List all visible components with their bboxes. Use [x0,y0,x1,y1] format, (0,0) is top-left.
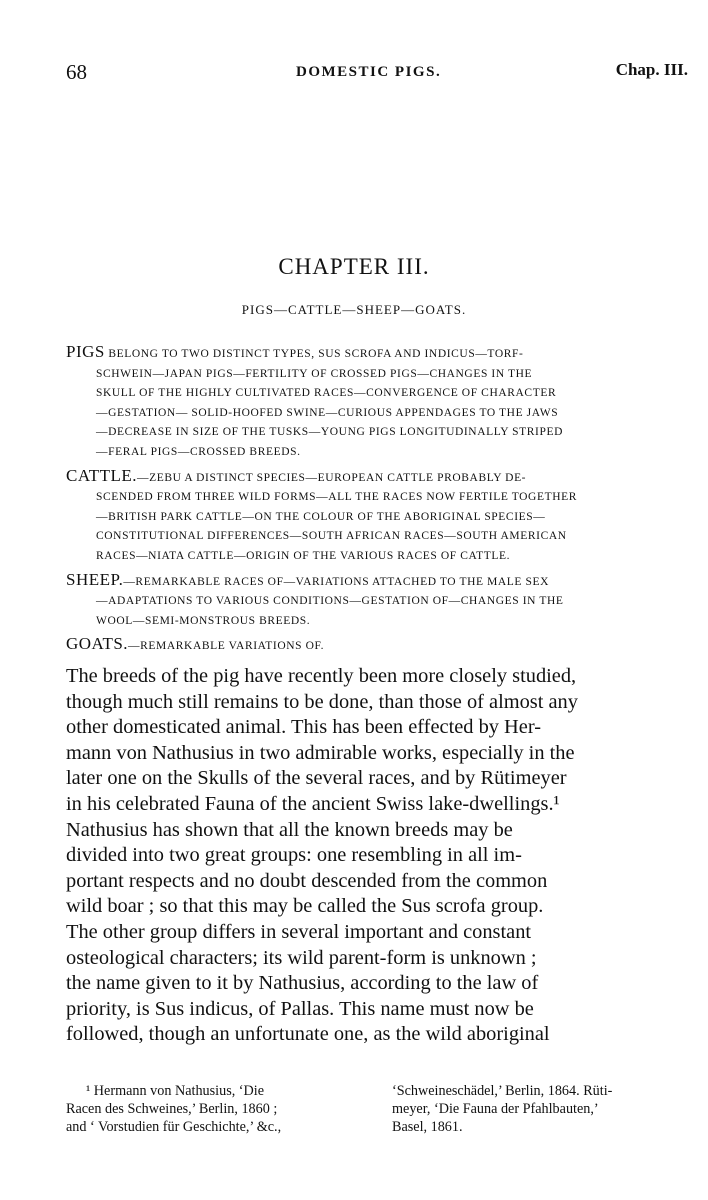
footnote-column-left [66,1082,371,1137]
body-line [66,664,692,690]
summary-line [66,466,688,489]
body-line: wild boar ; so that this may be called the Sus scrofa group. [66,895,544,918]
footnote-line: ¹ Hermann von Nathusius, ‘Die [86,1083,265,1099]
body-line: divided into two great groups: one resembling in all im- [66,844,522,867]
summary-line: —DECREASE IN SIZE OF THE TUSKS—YOUNG PIGS LONGITUDINALLY STRIPED [96,426,564,439]
body-line: other domesticated animal. This has been effected by Her- [66,716,542,739]
body-line: portant respects and no doubt descended from the common [66,869,548,892]
summary-lead: CATTLE. [66,465,138,485]
body-line: mann von Nathusius in two admirable works, especially in the [66,741,575,764]
summary-line: —BRITISH PARK CATTLE—ON THE COLOUR OF THE ABORIGINAL SPECIES— [96,510,546,523]
footnote-column-right [392,1082,692,1137]
body-paragraph [66,664,692,1048]
summary-line: —ADAPTATIONS TO VARIOUS CONDITIONS—GESTATION OF—CHANGES IN THE [96,595,564,608]
body-line: in his celebrated Fauna of the ancient Swiss lake-dwellings.¹ [66,792,560,815]
drop-word: The [66,665,98,687]
body-line: later one on the Skulls of the several races, and by Rütimeyer [66,767,567,790]
body-line: though much still remains to be done, than those of almost any [66,690,578,713]
running-head [0,58,708,88]
summary-block-cattle [66,466,688,567]
summary-block-pigs [66,342,688,463]
summary-line: SCHWEIN—JAPAN PIGS—FERTILITY OF CROSSED PIGS—CHANGES IN THE [96,367,533,380]
footnote-line: Racen des Schweines,’ Berlin, 1860 ; [66,1101,278,1118]
summary-lead: PIGS [66,342,105,361]
body-line-text: breeds of the pig have recently been more closely studied, [97,665,577,687]
summary-text: BELONG TO TWO DISTINCT TYPES, SUS SCROFA AND INDICUS—TORF- [104,348,524,360]
summary-line: RACES—NIATA CATTLE—ORIGIN OF THE VARIOUS RACES OF CATTLE. [96,549,511,562]
summary-line [66,634,688,657]
summary-line: —GESTATION— SOLID-HOOFED SWINE—CURIOUS APPENDAGES TO THE JAWS [96,406,559,419]
summary-block-goats [66,634,688,657]
summary-line: CONSTITUTIONAL DIFFERENCES—SOUTH AFRICAN RACES—SOUTH AMERICAN [96,530,567,543]
chapter-subtitle: PIGS—CATTLE—SHEEP—GOATS. [241,302,467,317]
page-number: 68 [66,60,87,84]
chapter-summary [66,342,688,660]
running-title: DOMESTIC PIGS. [296,64,442,80]
summary-lead: SHEEP. [66,569,124,589]
summary-line: —FERAL PIGS—CROSSED BREEDS. [96,445,301,458]
footnote-line: meyer, ‘Die Fauna der Pfahlbauten,’ [392,1101,599,1118]
summary-block-sheep [66,570,688,632]
body-line: osteological characters; its wild parent-form is unknown ; [66,946,537,969]
body-line: priority, is Sus indicus, of Pallas. This name must now be [66,997,534,1020]
body-line: Nathusius has shown that all the known breeds may be [66,818,513,841]
summary-text: —REMARKABLE RACES OF—VARIATIONS ATTACHED TO THE MALE SEX [123,575,550,588]
chapter-reference: Chap. III. [615,60,688,79]
summary-text: —REMARKABLE VARIATIONS OF. [128,640,325,653]
summary-line [66,570,688,593]
chapter-title: CHAPTER III. [278,254,430,279]
footnote-line: and ‘ Vorstudien für Geschichte,’ &c., [66,1119,282,1136]
summary-line: WOOL—SEMI-MONSTROUS BREEDS. [96,614,311,627]
body-line: followed, though an unfortunate one, as the wild aboriginal [66,1023,550,1046]
footnote-line: ‘Schweineschädel,’ Berlin, 1864. Rüti- [392,1083,613,1099]
summary-line: SKULL OF THE HIGHLY CULTIVATED RACES—CONVERGENCE OF CHARACTER [96,387,557,400]
body-line: The other group differs in several important and constant [66,920,532,943]
summary-line [66,342,688,365]
summary-text: —ZEBU A DISTINCT SPECIES—EUROPEAN CATTLE PROBABLY DE- [137,471,527,484]
footnote-line: Basel, 1861. [392,1119,463,1136]
summary-line: SCENDED FROM THREE WILD FORMS—ALL THE RACES NOW FERTILE TOGETHER [96,491,578,504]
body-line: the name given to it by Nathusius, according to the law of [66,972,539,995]
summary-lead: GOATS. [66,634,129,654]
